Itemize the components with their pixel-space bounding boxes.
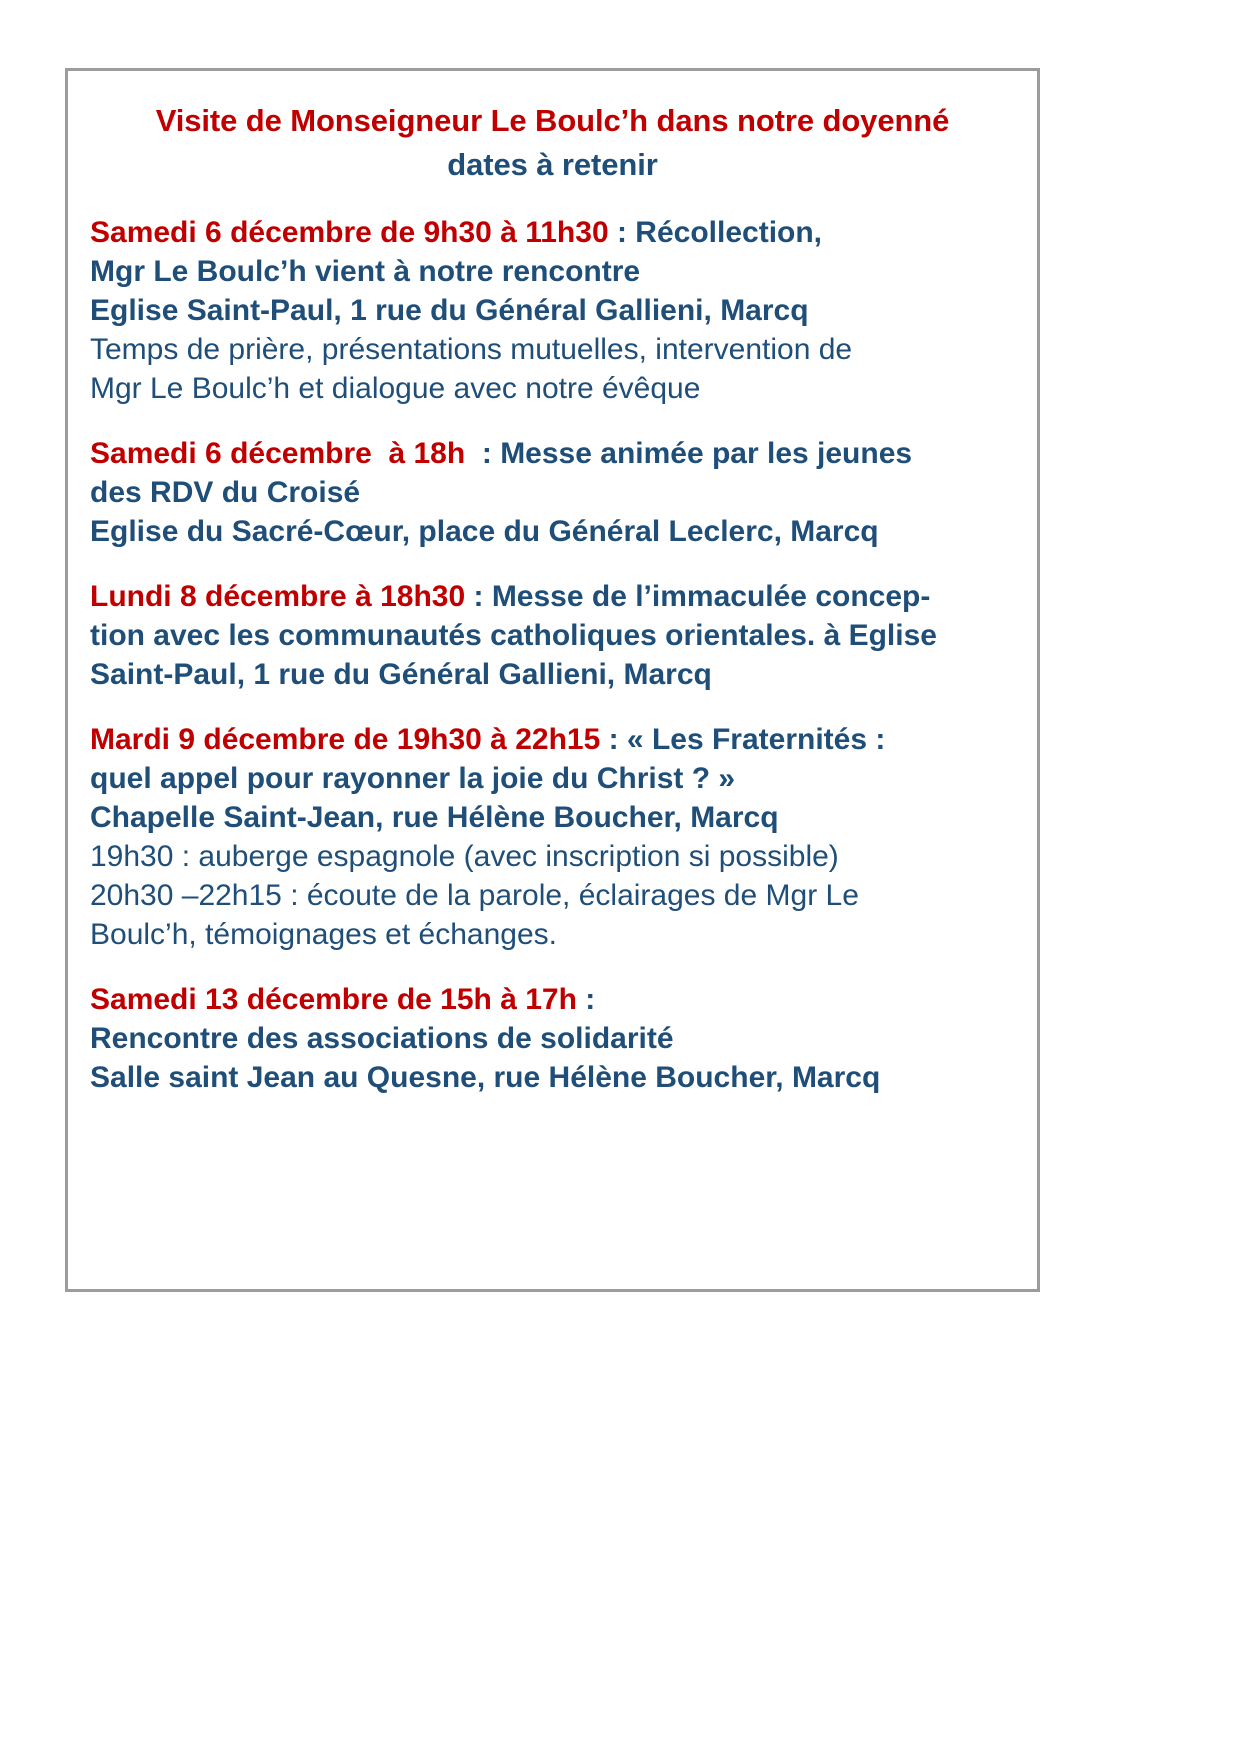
event-headline — [90, 577, 1015, 616]
event-headline-rest: : Messe animée par les jeunes — [473, 437, 913, 471]
event-venue-line: Chapelle Saint-Jean, rue Hélène Boucher, Marcq — [90, 801, 779, 835]
event-headline — [90, 434, 1015, 473]
event-detail-line: 19h30 : auberge espagnole (avec inscription si possible) — [90, 840, 839, 874]
event-subtitle-line: Rencontre des associations de solidarité — [90, 1022, 674, 1056]
event-headline-rest: : Messe de l’immaculée concep- — [465, 580, 931, 614]
event-headline — [90, 213, 1015, 252]
event-date: Lundi 8 décembre à 18h30 — [90, 580, 466, 614]
event-headline — [90, 980, 1015, 1019]
document-title — [90, 99, 1015, 187]
event-headline — [90, 720, 1015, 759]
event-headline-rest: : — [576, 983, 596, 1017]
title-line-secondary: dates à retenir — [447, 147, 658, 183]
event-venue-line: Eglise du Sacré-Cœur, place du Général Leclerc, Marcq — [90, 515, 879, 549]
event-samedi-13-associations — [90, 980, 1015, 1097]
event-detail-line: 20h30 –22h15 : écoute de la parole, éclairages de Mgr Le — [90, 879, 859, 913]
event-headline-rest: : « Les Fraternités : — [600, 723, 886, 757]
event-samedi-6-messe-jeunes — [90, 434, 1015, 551]
event-subtitle-line: des RDV du Croisé — [90, 476, 361, 510]
event-subtitle-line: Mgr Le Boulc’h vient à notre rencontre — [90, 255, 641, 289]
event-subtitle-line: quel appel pour rayonner la joie du Christ ? » — [90, 762, 736, 796]
event-date: Samedi 13 décembre de 15h à 17h — [90, 983, 577, 1017]
event-mardi-9-fraternites — [90, 720, 1015, 954]
event-headline-rest: : Récollection, — [608, 216, 823, 250]
event-date: Samedi 6 décembre de 9h30 à 11h30 — [90, 216, 609, 250]
event-venue-line: Salle saint Jean au Quesne, rue Hélène Boucher, Marcq — [90, 1061, 881, 1095]
event-venue-line: Saint-Paul, 1 rue du Général Gallieni, Marcq — [90, 658, 712, 692]
event-detail-line: Temps de prière, présentations mutuelles, intervention de — [90, 333, 853, 367]
event-date: Mardi 9 décembre de 19h30 à 22h15 — [90, 723, 601, 757]
event-lundi-8-immaculee — [90, 577, 1015, 694]
event-detail-line: Mgr Le Boulc’h et dialogue avec notre évêque — [90, 372, 701, 406]
document-frame — [65, 68, 1040, 1292]
event-detail-line: Boulc’h, témoignages et échanges. — [90, 918, 557, 952]
event-date: Samedi 6 décembre à 18h — [90, 437, 474, 471]
event-samedi-6-recollection — [90, 213, 1015, 408]
title-line-primary: Visite de Monseigneur Le Boulc’h dans notre doyenné — [155, 103, 950, 138]
event-venue-line: Eglise Saint-Paul, 1 rue du Général Gallieni, Marcq — [90, 294, 809, 328]
event-subtitle-line: tion avec les communautés catholiques orientales. à Eglise — [90, 619, 937, 653]
